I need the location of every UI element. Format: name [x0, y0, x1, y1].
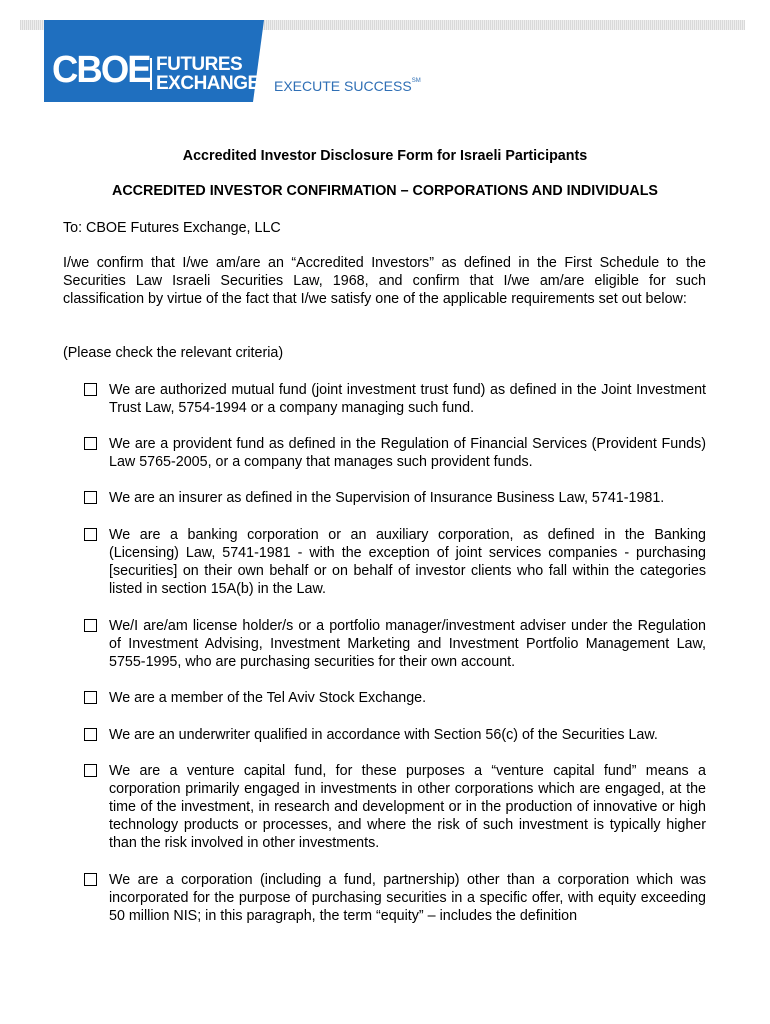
tagline-text: EXECUTE SUCCESS [274, 78, 412, 94]
criteria-checkbox[interactable] [84, 528, 97, 541]
tagline [274, 78, 421, 94]
logo-divider [150, 58, 152, 90]
criteria-text: We/I are/am license holder/s or a portfolio manager/investment adviser under the Regulation of Investment Advising, Investment Marketing and Investment Portfolio Management Law, 5755-1995, who are purchasing securities for their own account. [109, 618, 706, 670]
criteria-checkbox[interactable] [84, 491, 97, 504]
service-mark: SM [411, 78, 421, 84]
criteria-text: We are a venture capital fund, for these purposes a “venture capital fund” means a corporation primarily engaged in investments in other corporations which are engaged, at the time of the investment, in research and development or in the production of innovative or high technology products or processes, and where the risk of such investment is typically higher than the risk involved in other investments. [109, 763, 706, 851]
addressee-line: To: CBOE Futures Exchange, LLC [63, 220, 281, 236]
criteria-text: We are a banking corporation or an auxiliary corporation, as defined in the Banking (Licensing) Law, 5741-1981 - with the exception of joint services companies - purchasing [securities] on their own behalf or on behalf of investor clients who fall within the categories listed in section 15A(b) in the Law. [109, 527, 706, 597]
document-subtitle: ACCREDITED INVESTOR CONFIRMATION – CORPORATIONS AND INDIVIDUALS [112, 183, 658, 199]
criteria-checkbox[interactable] [84, 437, 97, 450]
criteria-text: We are a member of the Tel Aviv Stock Exchange. [109, 690, 427, 706]
criteria-text: We are a corporation (including a fund, partnership) other than a corporation which was incorporated for the purpose of purchasing securities in a specific offer, with equity exceeding 50 million NIS; in this paragraph, the term “equity” – includes the definition [109, 872, 706, 924]
criteria-checkbox[interactable] [84, 619, 97, 632]
criteria-checkbox[interactable] [84, 691, 97, 704]
criteria-text: We are authorized mutual fund (joint investment trust fund) as defined in the Joint Investment Trust Law, 5754-1994 or a company managing such fund. [109, 382, 706, 416]
confirmation-paragraph: I/we confirm that I/we am/are an “Accredited Investors” as defined in the First Schedule to the Securities Law Israeli Securities Law, 1968, and confirm that I/we am/are eligible for such classification by virtue of the fact that I/we satisfy one of the applicable requirements set out below: [63, 255, 706, 307]
criteria-text: We are an underwriter qualified in accordance with Section 56(c) of the Securities Law. [109, 727, 658, 743]
instruction-text: (Please check the relevant criteria) [63, 345, 284, 361]
criteria-checkbox[interactable] [84, 873, 97, 886]
logo-exchange-text: EXCHANGE [156, 73, 260, 94]
criteria-text: We are an insurer as defined in the Supervision of Insurance Business Law, 5741-1981. [109, 490, 665, 506]
logo-futures-text: FUTURES [156, 54, 243, 75]
criteria-checkbox[interactable] [84, 728, 97, 741]
document-title: Accredited Investor Disclosure Form for Israeli Participants [182, 148, 588, 164]
criteria-checkbox[interactable] [84, 764, 97, 777]
criteria-checkbox[interactable] [84, 383, 97, 396]
logo-main-text: CBOE [52, 49, 150, 91]
criteria-text: We are a provident fund as defined in the Regulation of Financial Services (Provident Funds) Law 5765-2005, or a company that manages such provident funds. [109, 436, 706, 470]
